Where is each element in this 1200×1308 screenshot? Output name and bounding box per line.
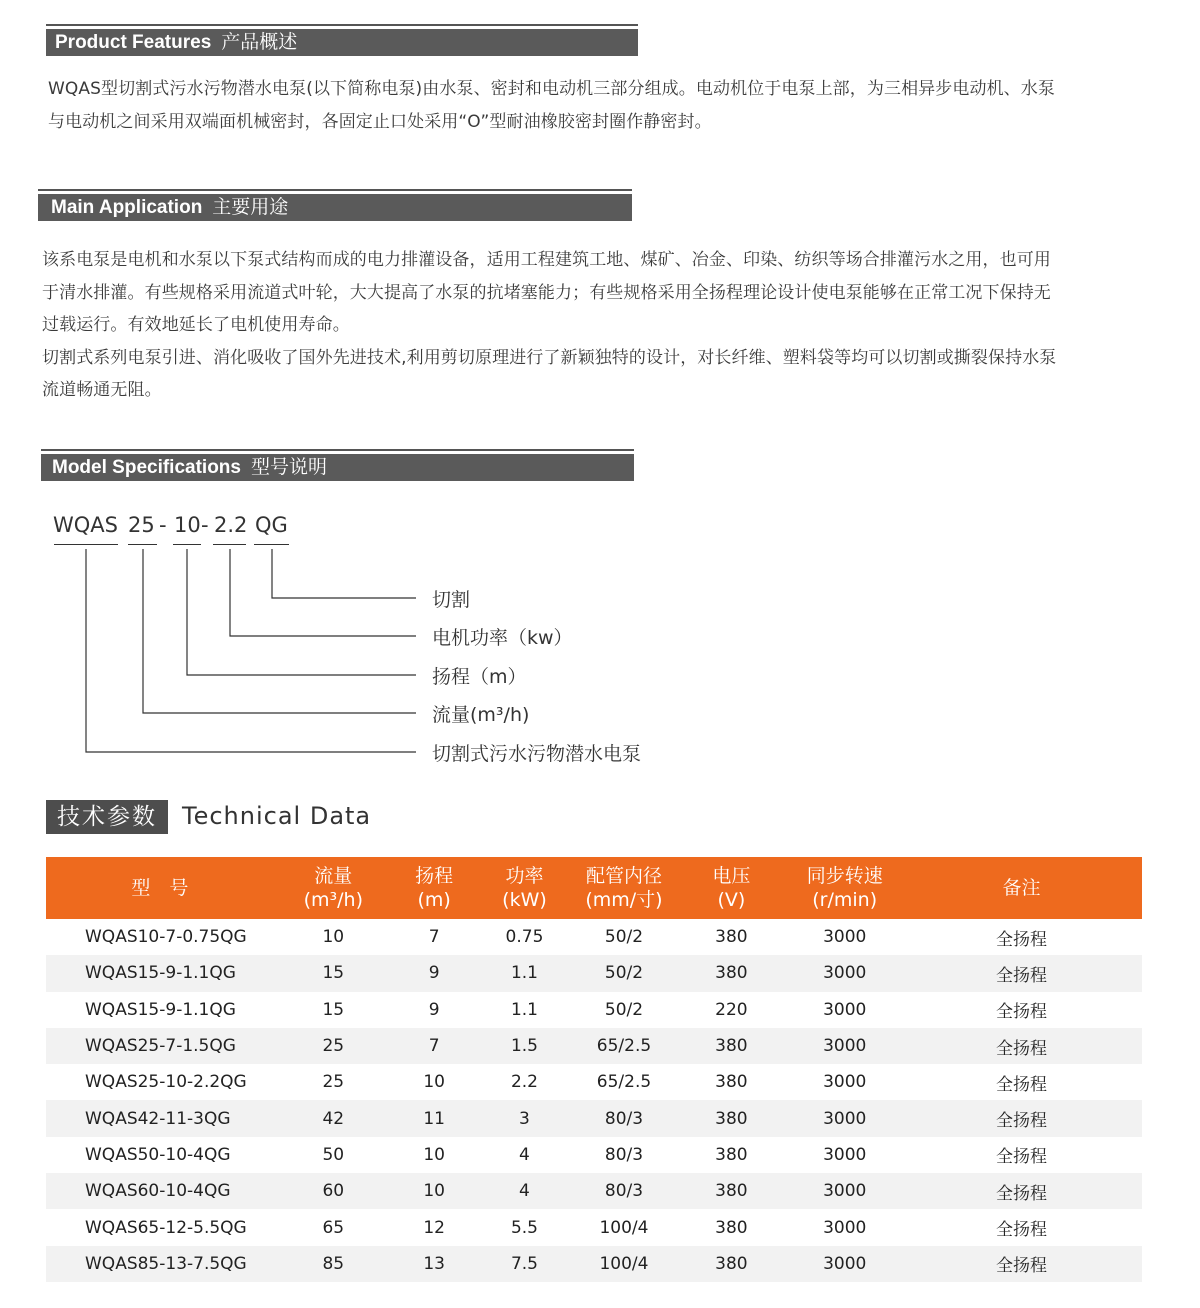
cell-head: 10: [423, 1144, 445, 1165]
breakdown-line-head: [187, 549, 416, 675]
cell-model: WQAS10-7-0.75QG: [85, 927, 247, 948]
cell-head: 9: [393, 955, 476, 991]
cell-power: 1.1: [475, 955, 573, 991]
cell-flow: 65: [322, 1217, 345, 1238]
cell-voltage: 380: [674, 1028, 788, 1064]
cell-speed: 3000: [788, 1028, 901, 1064]
table-row: [46, 1137, 1142, 1173]
column-header-pipe-diameter: 配管内径 (mm/寸): [573, 857, 674, 919]
cell-power: 5.5: [510, 1217, 538, 1238]
cell-speed: 3000: [788, 1100, 901, 1136]
cell-voltage: 380: [674, 1100, 788, 1136]
cell-remark: 全扬程: [901, 1100, 1142, 1136]
cell-voltage: 380: [674, 1173, 788, 1209]
cell-speed: 3000: [788, 1246, 901, 1282]
cell-pipe-diameter: 80/3: [573, 1173, 674, 1209]
section-title-en: Main Application: [51, 197, 203, 218]
section-title-cn: 产品概述: [221, 32, 298, 53]
model-code-head: 10: [174, 513, 201, 537]
legend-suffix: 切割: [432, 589, 471, 611]
cell-power: 2.2: [510, 1072, 538, 1093]
application-line: 切割式系列电泵引进、消化吸收了国外先进技术,利用剪切原理进行了新颖独特的设计，对长纤维、塑料袋等均可以切割或撕裂保持水泵: [42, 347, 1057, 368]
legend-head: 扬程（m）: [432, 666, 527, 688]
cell-model: WQAS25-7-1.5QG: [46, 1028, 274, 1064]
cell-flow: 60: [274, 1173, 393, 1209]
cell-model: WQAS25-10-2.2QG: [85, 1072, 247, 1093]
cell-model: WQAS50-10-4QG: [85, 1144, 231, 1165]
table-row: [46, 1209, 1142, 1245]
model-code-power: 2.2: [214, 513, 248, 537]
table-header-row: [46, 857, 1142, 919]
application-line: 于清水排灌。有些规格采用流道式叶轮，大大提高了水泵的抗堵塞能力；有些规格采用全扬程理论设计使电泵能够在正常工况下保持无: [42, 282, 1051, 303]
cell-pipe-diameter: 80/3: [573, 1100, 674, 1136]
section-title-en: Model Specifications: [52, 457, 241, 478]
cell-speed: 3000: [823, 1072, 867, 1093]
cell-remark: 全扬程: [996, 1002, 1048, 1023]
cell-voltage: 380: [674, 955, 788, 991]
column-header-voltage: 电压 (V): [674, 857, 788, 919]
table-body: [46, 919, 1142, 1282]
cell-head: 7: [428, 927, 440, 948]
cell-model: WQAS60-10-4QG: [46, 1173, 274, 1209]
technical-title-cn: 技术参数: [46, 800, 168, 834]
legend-flow: 流量(m³/h): [432, 704, 530, 726]
cell-pipe-diameter: 80/3: [604, 1144, 644, 1165]
cell-speed: 3000: [823, 1217, 867, 1238]
breakdown-line-series: [86, 549, 416, 752]
features-line: WQAS型切割式污水污物潜水电泵(以下简称电泵)由水泵、密封和电动机三部分组成。电动机位于电泵上部，为三相异步电动机、水泵: [48, 79, 1055, 99]
cell-head: 7: [393, 1028, 476, 1064]
cell-flow: 25: [274, 1028, 393, 1064]
cell-pipe-diameter: 50/2: [573, 955, 674, 991]
features-line: 与电动机之间采用双端面机械密封，各固定止口处采用“O”型耐油橡胶密封圈作静密封。: [48, 111, 712, 132]
breakdown-line-suffix: [272, 549, 416, 598]
cell-head: 10: [423, 1072, 445, 1093]
cell-remark: 全扬程: [901, 1173, 1142, 1209]
cell-speed: 3000: [788, 955, 901, 991]
table-row: [46, 1100, 1142, 1136]
cell-remark: 全扬程: [996, 929, 1048, 950]
application-line: 过载运行。有效地延长了电机使用寿命。: [42, 315, 350, 335]
cell-remark: 全扬程: [901, 1246, 1142, 1282]
cell-flow: 15: [322, 999, 345, 1020]
cell-voltage: 220: [715, 999, 748, 1020]
cell-flow: 50: [322, 1144, 345, 1165]
cell-head: 13: [393, 1246, 476, 1282]
model-code-series: WQAS: [53, 513, 118, 537]
cell-head: 9: [428, 999, 440, 1020]
column-header-remark: 备注: [901, 857, 1142, 919]
table-row: [46, 1064, 1142, 1100]
cell-voltage: 380: [715, 1072, 748, 1093]
cell-remark: 全扬程: [996, 1147, 1048, 1168]
application-line: 流道畅通无阻。: [42, 380, 162, 400]
breakdown-line-power: [230, 549, 416, 636]
column-header-power: 功率 (kW): [475, 857, 573, 919]
cell-model: WQAS42-11-3QG: [46, 1100, 274, 1136]
cell-pipe-diameter: 100/4: [573, 1246, 674, 1282]
legend-power: 电机功率（kw）: [432, 627, 573, 649]
cell-voltage: 380: [715, 927, 748, 948]
cell-speed: 3000: [788, 1173, 901, 1209]
table-row: [46, 1246, 1142, 1282]
breakdown-line-flow: [143, 549, 416, 713]
cell-pipe-diameter: 50/2: [604, 999, 644, 1020]
cell-remark: 全扬程: [901, 1028, 1142, 1064]
model-code-sep: -: [159, 513, 167, 537]
cell-pipe-diameter: 65/2.5: [596, 1072, 652, 1093]
cell-power: 7.5: [475, 1246, 573, 1282]
column-header-head: 扬程 (m): [393, 857, 476, 919]
application-line: 该系电泵是电机和水泵以下泵式结构而成的电力排灌设备，适用工程建筑工地、煤矿、冶金、印染、纺织等场合排灌污水之用，也可用: [42, 250, 1051, 270]
cell-model: WQAS15-9-1.1QG: [46, 955, 274, 991]
section-title-cn: 主要用途: [212, 197, 289, 218]
cell-pipe-diameter: 65/2.5: [573, 1028, 674, 1064]
cell-power: 4: [519, 1144, 530, 1165]
table-row: [46, 992, 1142, 1028]
model-code-flow: 25: [128, 513, 155, 537]
cell-head: 10: [393, 1173, 476, 1209]
cell-head: 11: [393, 1100, 476, 1136]
legend-series: 切割式污水污物潜水电泵: [432, 743, 642, 765]
cell-flow: 85: [274, 1246, 393, 1282]
cell-flow: 25: [322, 1072, 345, 1093]
column-header-flow: 流量 (m³/h): [274, 857, 393, 919]
cell-model: WQAS85-13-7.5QG: [46, 1246, 274, 1282]
cell-voltage: 380: [715, 1217, 748, 1238]
cell-model: WQAS65-12-5.5QG: [85, 1217, 247, 1238]
cell-flow: 42: [274, 1100, 393, 1136]
cell-remark: 全扬程: [901, 955, 1142, 991]
cell-voltage: 380: [674, 1246, 788, 1282]
cell-remark: 全扬程: [996, 1074, 1048, 1095]
cell-flow: 10: [322, 927, 345, 948]
cell-power: 1.5: [475, 1028, 573, 1064]
cell-power: 1.1: [510, 999, 538, 1020]
section-title-cn: 型号说明: [250, 457, 327, 478]
table-row: [46, 1173, 1142, 1209]
section-title-en: Product Features: [55, 32, 212, 53]
cell-model: WQAS15-9-1.1QG: [85, 999, 236, 1020]
cell-pipe-diameter: 100/4: [599, 1217, 649, 1238]
cell-flow: 15: [274, 955, 393, 991]
cell-power: 0.75: [505, 927, 544, 948]
cell-speed: 3000: [823, 927, 867, 948]
cell-voltage: 380: [715, 1144, 748, 1165]
technical-title-en: Technical Data: [182, 802, 372, 830]
cell-pipe-diameter: 50/2: [604, 927, 644, 948]
cell-power: 4: [475, 1173, 573, 1209]
spec-table: [46, 857, 1142, 1282]
table-row: [46, 955, 1142, 991]
table-row: [46, 1028, 1142, 1064]
table-row: [46, 919, 1142, 955]
cell-speed: 3000: [823, 1144, 867, 1165]
model-code-sep: -: [201, 513, 209, 537]
model-code-suffix: QG: [255, 513, 288, 537]
cell-remark: 全扬程: [996, 1220, 1048, 1241]
cell-power: 3: [475, 1100, 573, 1136]
column-header-model: 型 号: [46, 857, 274, 919]
cell-speed: 3000: [823, 999, 867, 1020]
cell-head: 12: [423, 1217, 445, 1238]
column-header-speed: 同步转速 (r/min): [788, 857, 901, 919]
